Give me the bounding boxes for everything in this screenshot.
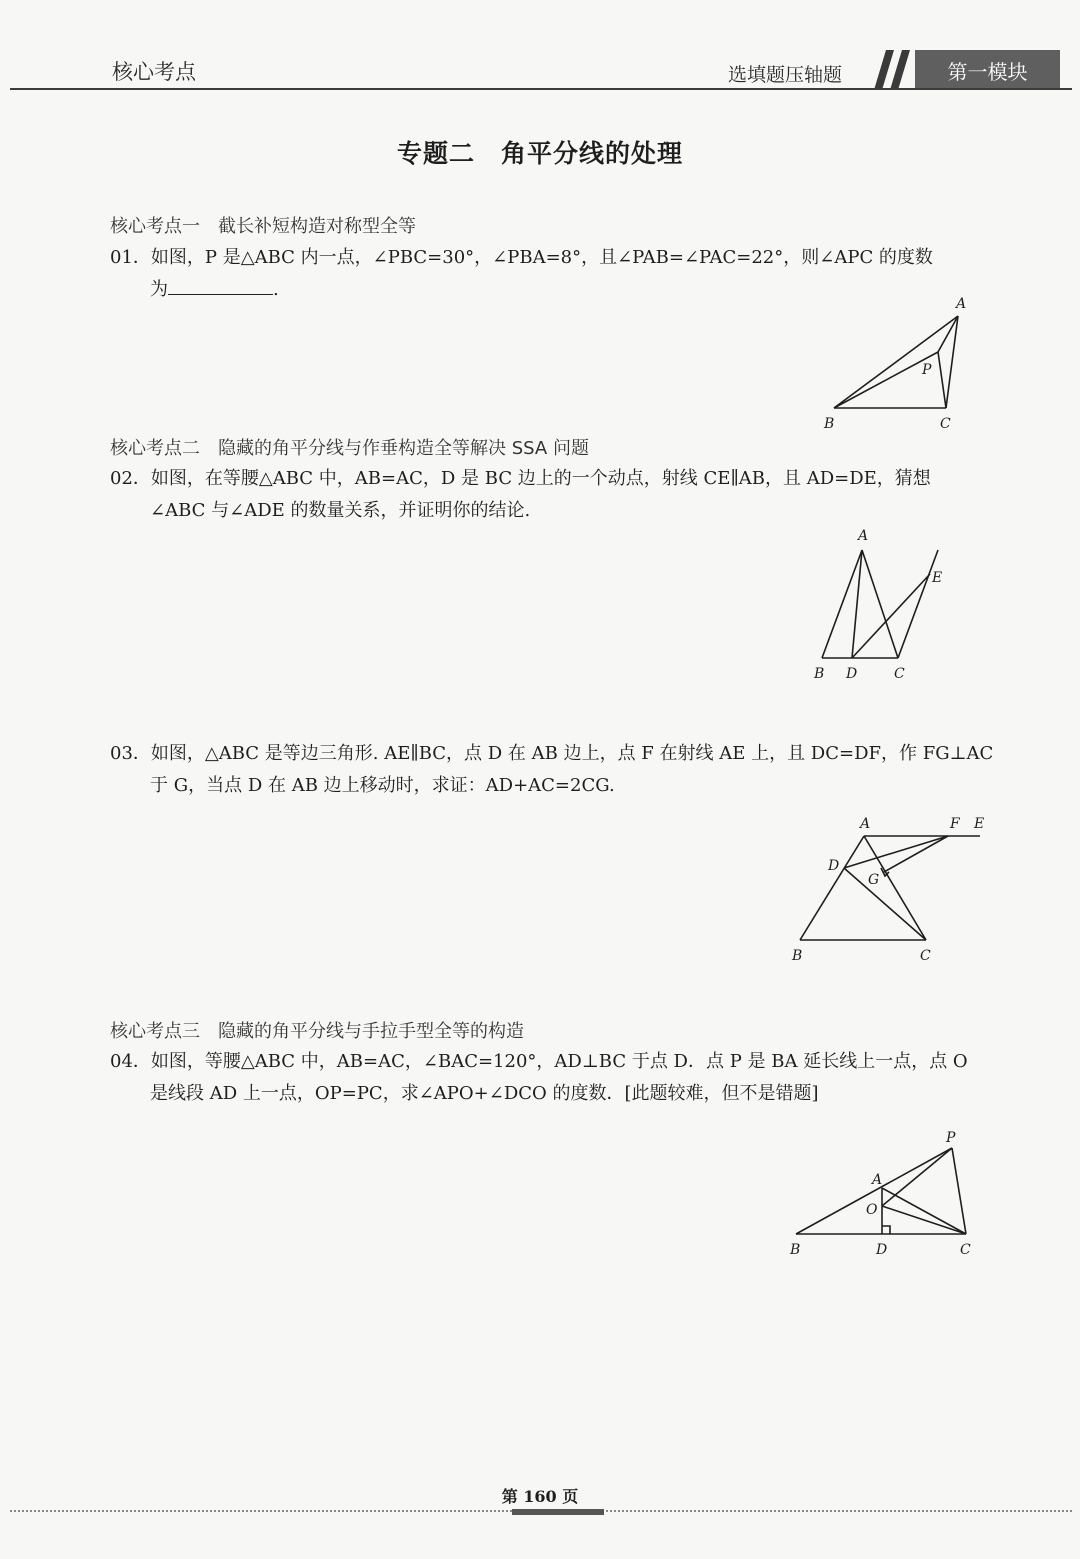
fig2-label-C: C [894,666,905,682]
header-section-label: 选填题压轴题 [728,64,843,86]
fig3-label-F: F [950,816,960,832]
footer-bar [512,1509,604,1515]
fig3-label-A: A [860,816,871,832]
fig2-label-B: B [814,666,825,682]
fig2-label-D: D [846,666,858,682]
question-4 [110,1046,1030,1110]
fig1-line [834,352,938,408]
question-3-line-1: 03．如图，△ABC 是等边三角形. AE∥BC，点 D 在 AB 边上，点 F 在射线 AE 上，且 DC=DF，作 FG⊥AC [110,743,994,764]
answer-blank [168,276,273,295]
section-heading-1: 核心考点一 截长补短构造对称型全等 [110,216,416,237]
fig2-label-E: E [932,570,943,586]
fig3-line [844,836,948,868]
fig1-label-B: B [824,416,835,432]
fig4-label-D: D [876,1242,888,1258]
figure-4 [786,1126,986,1266]
fig4-line [952,1148,966,1234]
fig3-label-C: C [920,948,931,964]
question-1-prefix: 为 [150,279,168,300]
question-3 [110,738,1030,802]
fig4-label-C: C [960,1242,971,1258]
fig4-label-O: O [866,1202,878,1218]
fig4-right-angle [882,1226,890,1234]
question-4-line-1: 04．如图，等腰△ABC 中，AB=AC，∠BAC=120°，AD⊥BC 于点 D．点 P 是 BA 延长线上一点，点 O [110,1051,968,1072]
header-tab: 第一模块 [915,50,1060,90]
fig3-line [844,868,926,940]
fig2-line [898,550,938,658]
fig3-label-E: E [974,816,985,832]
fig3-label-D: D [828,858,840,874]
fig1-line [938,352,946,408]
fig1-label-C: C [940,416,951,432]
fig1-label-P: P [922,362,932,378]
page-title: 专题二 角平分线的处理 [396,139,683,168]
question-2 [110,463,1030,527]
fig1-line [946,316,958,408]
question-1-suffix: . [273,279,279,300]
fig4-label-A: A [872,1172,883,1188]
question-4-line-2: 是线段 AD 上一点，OP=PC，求∠APO+∠DCO 的度数．[此题较难，但不是错题] [150,1083,819,1104]
question-2-line-1: 02．如图，在等腰△ABC 中，AB=AC，D 是 BC 边上的一个动点，射线 CE∥AB，且 AD=DE，猜想 [110,468,931,489]
fig2-line [852,550,862,658]
fig1-label-A: A [956,296,967,312]
fig3-line [800,836,864,940]
page-number: 第 160 页 [501,1487,579,1506]
figure-2 [806,526,966,686]
fig4-label-B: B [790,1242,801,1258]
section-heading-3: 核心考点三 隐藏的角平分线与手拉手型全等的构造 [110,1021,524,1042]
fig4-line [882,1148,952,1206]
header-slash-icon [872,48,918,92]
fig3-label-B: B [792,948,803,964]
fig4-label-P: P [946,1130,956,1146]
section-heading-2: 核心考点二 隐藏的角平分线与作垂构造全等解决 SSA 问题 [110,438,589,459]
fig3-line [884,836,948,872]
fig2-line [822,550,862,658]
question-3-line-2: 于 G，当点 D 在 AB 边上移动时，求证：AD+AC=2CG. [150,775,615,796]
header-rule [10,88,1072,90]
figure-3 [788,812,988,972]
fig2-label-A: A [858,528,869,544]
question-2-line-2: ∠ABC 与∠ADE 的数量关系，并证明你的结论. [150,500,531,521]
fig2-line [852,574,930,658]
question-1-line-1: 01．如图，P 是△ABC 内一点，∠PBC=30°，∠PBA=8°，且∠PAB=∠PAC=22°，则∠APC 的度数 [110,247,933,268]
fig3-label-G: G [868,872,880,888]
header-module-label: 核心考点 [112,60,196,84]
figure-1 [820,292,980,432]
